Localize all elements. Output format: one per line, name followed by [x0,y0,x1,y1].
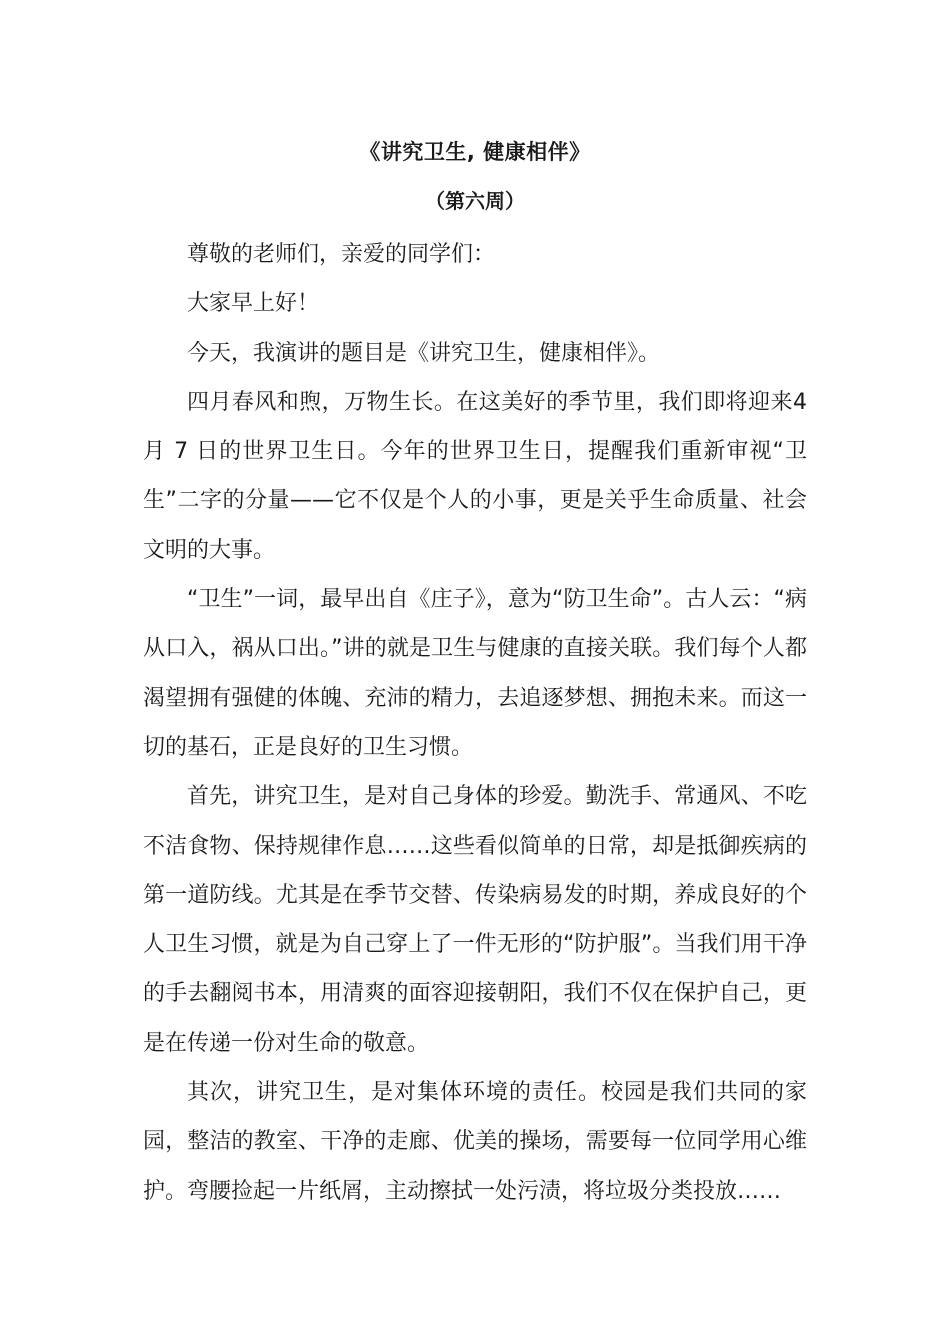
paragraph-topic: 今天，我演讲的题目是《讲究卫生，健康相伴》。 [187,340,661,366]
page-title: 《讲究卫生, 健康相伴》 [359,140,591,164]
paragraph-salutation: 尊敬的老师们，亲爱的同学们： [187,242,496,267]
document-body [143,230,807,1216]
paragraph-world-health-day: 四月春风和煦，万物生长。在这美好的季节里，我们即将迎来4 月 7 日的世界卫生日。今年的世界卫生日，提醒我们重新审视“卫生”二字的分量——它不仅是个人的小事，更是关乎生命质量、社会文明的大事。 [143,389,807,563]
paragraph-greeting: 大家早上好！ [187,291,320,317]
paragraph-origin: “卫生”一词，最早出自《庄子》，意为“防卫生命”。古人云：“病从口入，祸从口出。”讲的就是卫生与健康的直接关联。我们每个人都渴望拥有强健的体魄、充沛的精力，去追逐梦想、拥抱未来。而这一切的基石，正是良好的卫生习惯。 [143,587,807,760]
paragraph-first-point: 首先，讲究卫生，是对自己身体的珍爱。勤洗手、常通风、不吃不洁食物、保持规律作息……这些看似简单的日常，却是抵御疾病的第一道防线。尤其是在季节交替、传染病易发的时期，养成良好的个人卫生习惯，就是为自己穿上了一件无形的“防护服”。当我们用干净的手去翻阅书本，用清爽的面容迎接朝阳，我们不仅在保护自己，更是在传递一份对生命的敬意。 [143,784,807,1056]
page-subtitle: （第六周） [425,189,525,213]
paragraph-second-point: 其次，讲究卫生，是对集体环境的责任。校园是我们共同的家园，整洁的教室、干净的走廊、优美的操场，需要每一位同学用心维护。弯腰捡起一片纸屑，主动擦拭一处污渍，将垃圾分类投放…… [143,1080,807,1204]
